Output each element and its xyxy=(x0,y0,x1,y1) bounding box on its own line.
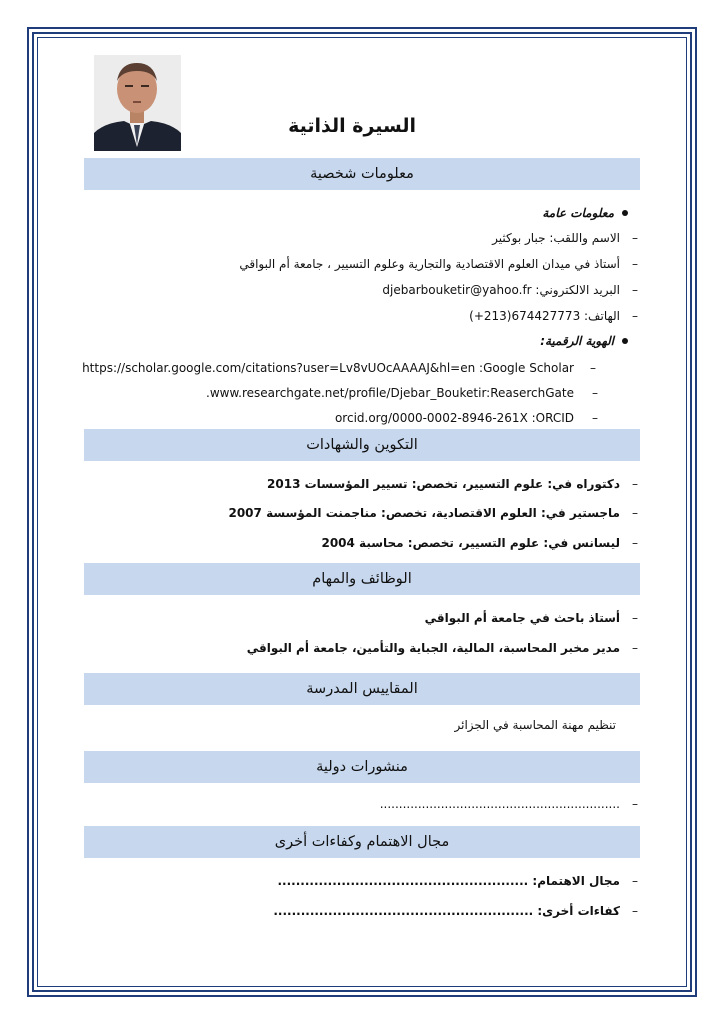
dash-marker: – xyxy=(592,411,598,425)
job-item: مدير مخبر المحاسبة، المالية، الجباية والتأمين، جامعة أم البواقي xyxy=(246,641,620,655)
dash-marker: – xyxy=(632,477,638,491)
dash-marker: – xyxy=(632,257,638,271)
job-item: أستاذ باحث في جامعة أم البواقي xyxy=(424,611,620,625)
page-title: السيرة الذاتية xyxy=(288,115,416,137)
dash-marker: – xyxy=(632,231,638,245)
section-education: التكوين والشهادات xyxy=(84,429,640,461)
phone-line: الهاتف: 674427773(213+) xyxy=(469,309,620,323)
name-line: الاسم واللقب: جبار بوكثير xyxy=(492,231,620,245)
dash-marker: – xyxy=(632,611,638,625)
interest-line: مجال الاهتمام: ....................................................... xyxy=(277,874,620,888)
section-publications: منشورات دولية xyxy=(84,751,640,783)
bullet-dot xyxy=(622,210,628,216)
dash-marker: – xyxy=(632,536,638,550)
dash-marker: – xyxy=(632,641,638,655)
skills-line: كفاءات أخرى: ......................................................... xyxy=(273,904,620,918)
dash-marker: – xyxy=(590,361,596,375)
publications-placeholder: ............................................................... xyxy=(379,797,620,811)
section-courses: المقاييس المدرسة xyxy=(84,673,640,705)
portrait-photo xyxy=(94,55,181,151)
section-interests: مجال الاهتمام وكفاءات أخرى xyxy=(84,826,640,858)
dash-marker: – xyxy=(632,904,638,918)
course-item: تنظيم مهنة المحاسبة في الجزائر xyxy=(454,718,616,732)
dash-marker: – xyxy=(632,797,638,811)
dash-marker: – xyxy=(632,874,638,888)
dash-marker: – xyxy=(632,283,638,297)
section-personal: معلومات شخصية xyxy=(84,158,640,190)
digital-identity-heading: الهوية الرقمية: xyxy=(540,334,614,348)
position-line: أستاذ في ميدان العلوم الاقتصادية والتجارية وعلوم التسيير ، جامعة أم البواقي xyxy=(239,257,620,271)
dash-marker: – xyxy=(632,506,638,520)
general-info-heading: معلومات عامة xyxy=(542,206,614,220)
scholar-link[interactable]: https://scholar.google.com/citations?user=Lv8vUOcAAAAJ&hl=en :Google Scholar xyxy=(82,361,574,375)
orcid-link[interactable]: orcid.org/0000-0002-8946-261X :ORCID xyxy=(334,411,574,425)
section-jobs: الوظائف والمهام xyxy=(84,563,640,595)
dash-marker: – xyxy=(632,309,638,323)
education-item: دكتوراه في: علوم التسيير، تخصص: تسيير المؤسسات 2013 xyxy=(267,477,620,491)
education-item: ليسانس في: علوم التسيير، تخصص: محاسبة 2004 xyxy=(321,536,620,550)
education-item: ماجستير في: العلوم الاقتصادية، تخصص: مناجمنت المؤسسة 2007 xyxy=(228,506,620,520)
email-line: البريد الالكتروني: djebarbouketir@yahoo.fr xyxy=(382,283,620,297)
dash-marker: – xyxy=(592,386,598,400)
bullet-dot xyxy=(622,338,628,344)
researchgate-link[interactable]: www.researchgate.net/profile/Djebar_Bouketir:ReaserchGate. xyxy=(206,386,574,400)
